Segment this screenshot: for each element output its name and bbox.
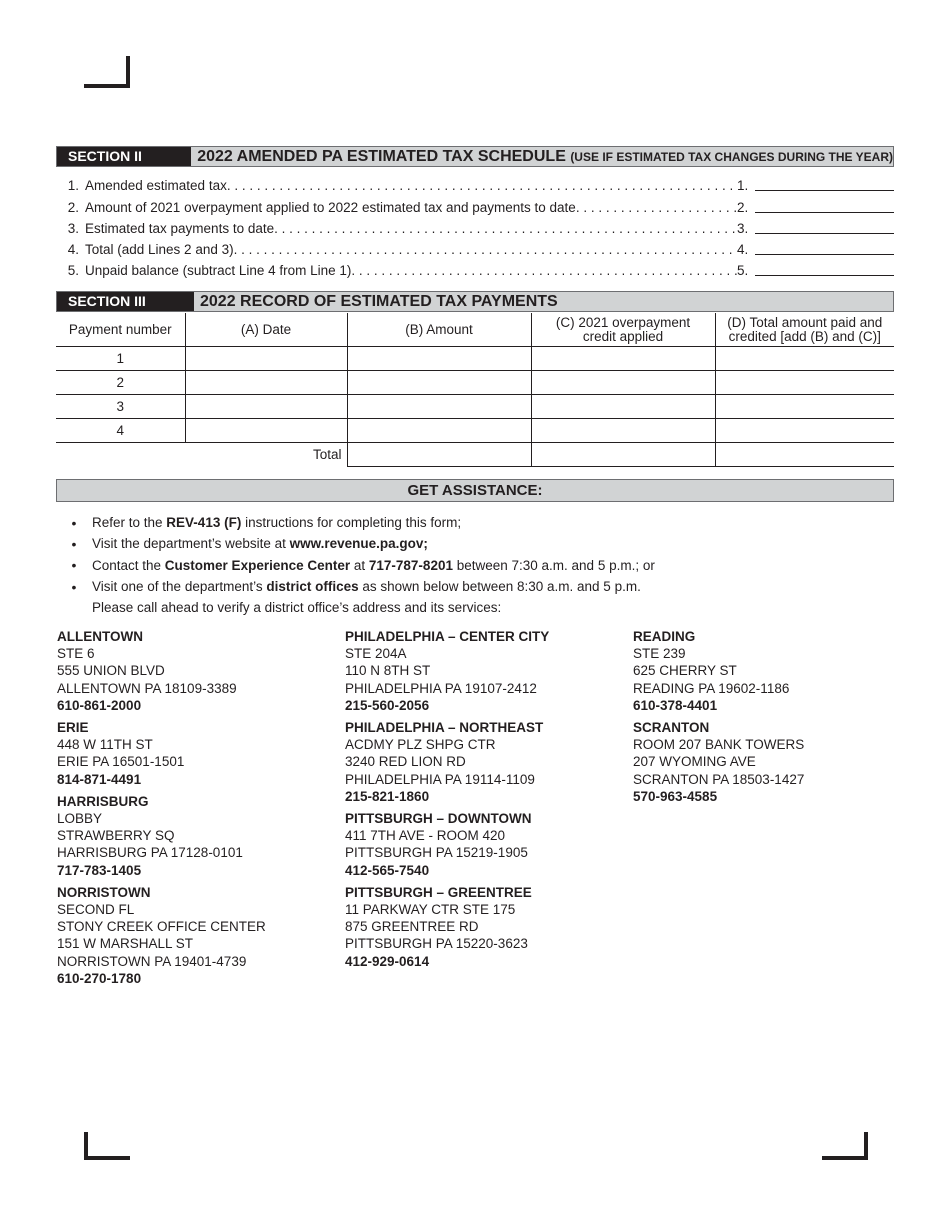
- credit-cell[interactable]: [531, 347, 715, 371]
- date-cell[interactable]: [185, 347, 347, 371]
- total-cell[interactable]: [715, 395, 894, 419]
- line-4: [56, 236, 894, 257]
- office-harrisburg: HARRISBURG LOBBY STRAWBERRY SQ HARRISBURG PA 17128-0101 717-783-1405: [57, 793, 243, 878]
- website-link[interactable]: www.revenue.pa.gov;: [289, 536, 428, 552]
- office-norristown: NORRISTOWN SECOND FL STONY CREEK OFFICE CENTER 151 W MARSHALL ST NORRISTOWN PA 19401-4739 610-270-1780: [57, 884, 266, 986]
- office-philadelphia-northeast: PHILADELPHIA – NORTHEAST ACDMY PLZ SHPG CTR 3240 RED LION RD PHILADELPHIA PA 19114-1109 215-821-1860: [345, 720, 544, 804]
- line-1: [56, 172, 894, 193]
- col-amount: (B) Amount: [347, 313, 531, 347]
- amount-cell[interactable]: [347, 371, 531, 395]
- total-cell[interactable]: [715, 419, 894, 443]
- line-text: Total (add Lines 2 and 3). . . .: [85, 242, 737, 257]
- line-text: Unpaid balance (subtract Line 4 from Line 1). . . .: [85, 263, 737, 278]
- total-paid-cell[interactable]: [715, 443, 894, 467]
- total-credit-cell[interactable]: [531, 443, 715, 467]
- total-amount-cell[interactable]: [347, 443, 531, 467]
- total-cell[interactable]: [715, 347, 894, 371]
- office-pittsburgh-downtown: PITTSBURGH – DOWNTOWN 411 7TH AVE - ROOM 420 PITTSBURGH PA 15219-1905 412-565-7540: [345, 811, 532, 878]
- section2-label: SECTION II: [57, 147, 191, 166]
- list-item: [56, 533, 894, 554]
- total-cell[interactable]: [715, 371, 894, 395]
- bullet-icon: •: [71, 578, 77, 595]
- payment-number-cell: 2: [56, 371, 185, 395]
- crop-mark-top: [84, 56, 130, 88]
- line-5-entry-field[interactable]: [755, 261, 894, 276]
- total-label: Total: [185, 443, 347, 467]
- line-ref: 3.: [737, 220, 749, 236]
- line-5: [56, 257, 894, 278]
- table-row: [56, 395, 894, 419]
- payment-number-cell: 3: [56, 395, 185, 419]
- line-2: [56, 193, 894, 214]
- office-pittsburgh-greentree: PITTSBURGH – GREENTREE 11 PARKWAY CTR STE 175 875 GREENTREE RD PITTSBURGH PA 15220-3623 412-929-0614: [345, 884, 532, 969]
- section2-lines: [56, 172, 894, 278]
- crop-mark-bottom-right: [822, 1132, 868, 1160]
- col-payment-number: Payment number: [68, 321, 172, 337]
- office-erie: ERIE 448 W 11TH ST ERIE PA 16501-1501 814-871-4491: [57, 720, 185, 787]
- bullet-icon: •: [71, 535, 77, 552]
- amount-cell[interactable]: [347, 395, 531, 419]
- credit-cell[interactable]: [531, 395, 715, 419]
- date-cell[interactable]: [185, 395, 347, 419]
- line-1-entry-field[interactable]: [755, 176, 894, 191]
- table-header-row: [56, 313, 894, 347]
- line-number: 3.: [67, 220, 79, 236]
- section3-header: [56, 291, 894, 312]
- line-text: Amended estimated tax. . . .: [85, 178, 737, 193]
- line-3-entry-field[interactable]: [755, 219, 894, 234]
- line-4-entry-field[interactable]: [755, 240, 894, 255]
- line-text: Estimated tax payments to date. . . .: [85, 221, 737, 236]
- offices-column-1: [57, 628, 266, 992]
- section3-title: 2022 RECORD OF ESTIMATED TAX PAYMENTS: [200, 293, 558, 310]
- table-row: [56, 347, 894, 371]
- list-item: [56, 555, 894, 576]
- offices-column-2: [345, 628, 549, 975]
- list-item: [56, 512, 894, 533]
- bullet-icon: •: [71, 557, 77, 574]
- col-date: (A) Date: [185, 313, 347, 347]
- section2-header: [56, 146, 894, 167]
- line-number: 1.: [67, 178, 79, 194]
- office-reading: READING STE 239 625 CHERRY ST READING PA 19602-1186 610-378-4401: [633, 629, 790, 713]
- payments-table: [56, 313, 894, 467]
- line-ref: 2.: [737, 199, 749, 215]
- office-philadelphia-center-city: PHILADELPHIA – CENTER CITY STE 204A 110 N 8TH ST PHILADELPHIA PA 19107-2412 215-560-2056: [345, 629, 550, 713]
- line-number: 4.: [67, 242, 79, 258]
- office-allentown: ALLENTOWN STE 6 555 UNION BLVD ALLENTOWN PA 18109-3389 610-861-2000: [57, 629, 237, 713]
- line-text: Amount of 2021 overpayment applied to 2022 estimated tax and payments to date. . . .: [85, 200, 737, 215]
- section2-title-note: (USE IF ESTIMATED TAX CHANGES DURING THE YEAR): [570, 150, 893, 164]
- offices-column-3: [633, 628, 804, 810]
- bullet-text: Visit the department’s website at www.revenue.pa.gov;: [92, 536, 428, 552]
- line-number: 2.: [67, 199, 79, 215]
- assistance-note: Please call ahead to verify a district office’s address and its services:: [92, 600, 502, 616]
- table-row: [56, 419, 894, 443]
- bullet-icon: •: [71, 514, 77, 531]
- line-2-entry-field[interactable]: [755, 198, 894, 213]
- line-ref: 5.: [737, 263, 749, 279]
- crop-mark-bottom-left: [84, 1132, 130, 1160]
- date-cell[interactable]: [185, 371, 347, 395]
- amount-cell[interactable]: [347, 347, 531, 371]
- payment-number-cell: 4: [56, 419, 185, 443]
- credit-cell[interactable]: [531, 371, 715, 395]
- bullet-text: Contact the Customer Experience Center at 717-787-8201 between 7:30 a.m. and 5 p.m.; or: [92, 557, 655, 573]
- col-overpayment-credit: (C) 2021 overpayment credit applied: [531, 313, 715, 347]
- bullet-text: Visit one of the department’s district offices as shown below between 8:30 a.m. and 5 p.m.: [92, 579, 641, 595]
- date-cell[interactable]: [185, 419, 347, 443]
- table-row: [56, 371, 894, 395]
- line-number: 5.: [67, 263, 79, 279]
- amount-cell[interactable]: [347, 419, 531, 443]
- bullet-text: Refer to the REV-413 (F) instructions for completing this form;: [92, 515, 462, 531]
- col-total-paid: (D) Total amount paid and credited [add (B) and (C)]: [715, 313, 894, 347]
- table-total-row: [56, 443, 894, 467]
- payment-number-cell: 1: [56, 347, 185, 371]
- line-ref: 4.: [737, 242, 749, 258]
- section3-label: SECTION III: [57, 292, 194, 311]
- credit-cell[interactable]: [531, 419, 715, 443]
- section2-title-text: 2022 AMENDED PA ESTIMATED TAX SCHEDULE: [197, 148, 566, 165]
- list-item: [56, 576, 894, 597]
- assistance-list: [56, 512, 894, 618]
- section2-title: [191, 147, 893, 166]
- office-scranton: SCRANTON ROOM 207 BANK TOWERS 207 WYOMING AVE SCRANTON PA 18503-1427 570-963-4585: [633, 720, 805, 804]
- line-3: [56, 215, 894, 236]
- line-ref: 1.: [737, 178, 749, 194]
- assistance-header: GET ASSISTANCE:: [56, 479, 894, 502]
- total-spacer: [56, 443, 185, 467]
